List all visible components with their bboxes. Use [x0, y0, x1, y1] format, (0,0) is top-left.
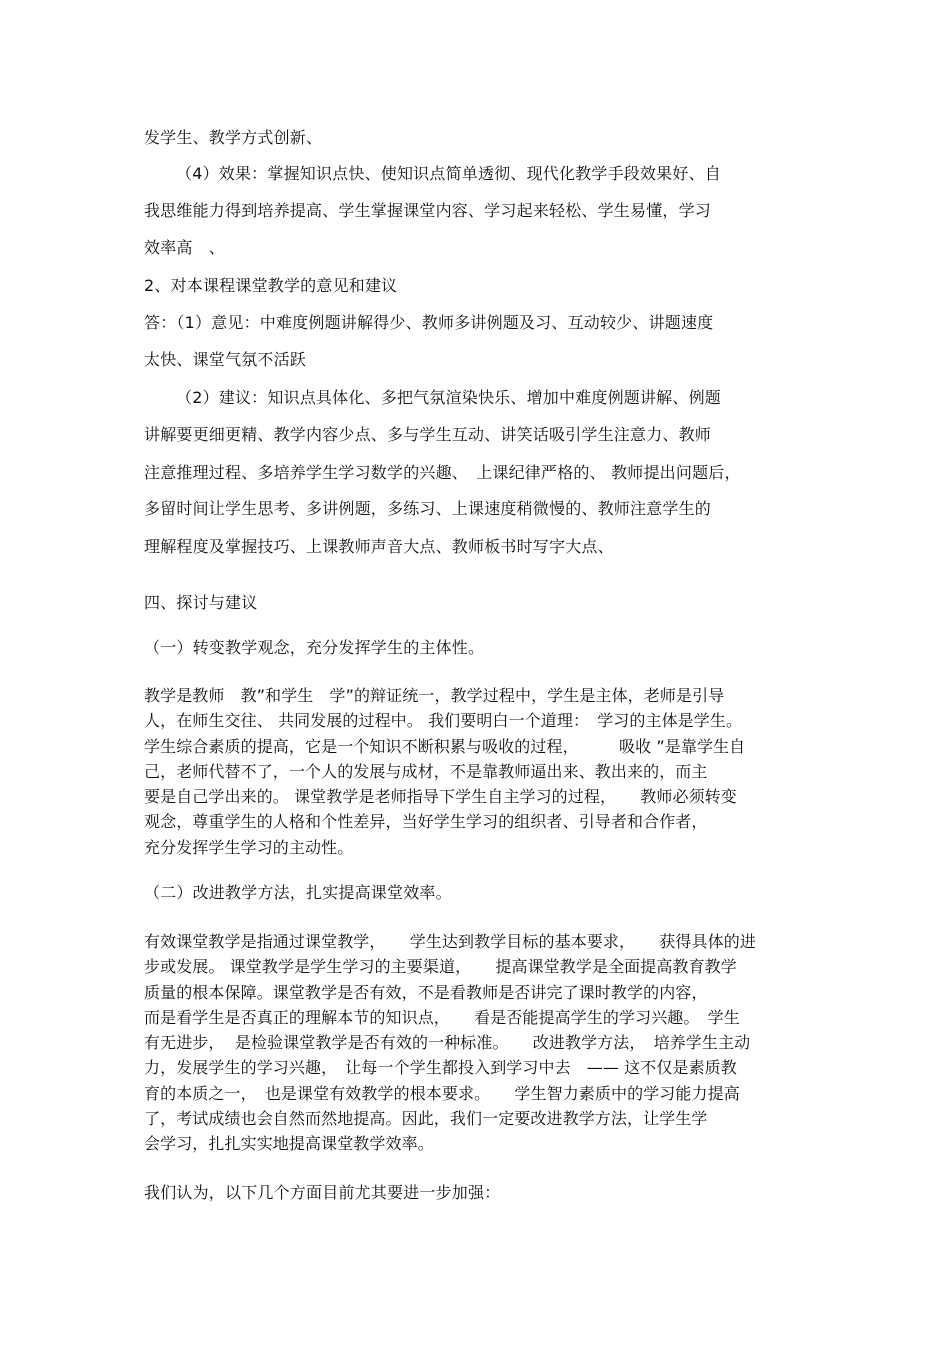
section-heading: 四、探讨与建议: [144, 593, 258, 612]
text-line: 讲解要更细更精、教学内容少点、多与学生互动、讲笑话吸引学生注意力、教师: [144, 425, 712, 444]
text-line: 有无进步， 是检验课堂教学是否有效的一种标准。 改进教学方法， 培养学生主动: [144, 1033, 751, 1052]
subsection-heading: （二）改进教学方法，扎实提高课堂效率。: [144, 883, 452, 902]
text-line: 人，在师生交往、 共同发展的过程中。 我们要明白一个道理： 学习的主体是学生。: [144, 711, 743, 730]
question-heading: 2、对本课程课堂教学的意见和建议: [144, 276, 398, 295]
text-line: 而是看学生是否真正的理解本节的知识点， 看是否能提高学生的学习兴趣。 学生: [144, 1008, 740, 1027]
text-line: 我们认为，以下几个方面目前尤其要进一步加强：: [144, 1183, 501, 1202]
text-line: 发学生、教学方式创新、: [144, 128, 323, 147]
text-line: 会学习，扎扎实实地提高课堂教学效率。: [144, 1134, 434, 1153]
text-line: 观念，尊重学生的人格和个性差异，当好学生学习的组织者、引导者和合作者，: [144, 812, 708, 831]
text-line: （2）建议：知识点具体化、多把气氛渲染快乐、增加中难度例题讲解、例题: [176, 388, 721, 407]
text-line: 答：（1）意见：中难度例题讲解得少、教师多讲例题及习、互动较少、讲题速度: [144, 313, 714, 332]
text-line: 理解程度及掌握技巧、上课教师声音大点、教师板书时写字大点、: [144, 537, 614, 556]
text-line: 效率高 、: [144, 238, 226, 257]
subsection-heading: （一）转变教学观念，充分发挥学生的主体性。: [144, 638, 485, 657]
text-line: 步或发展。 课堂教学是学生学习的主要渠道， 提高课堂教学是全面提高教育教学: [144, 957, 737, 976]
text-line: 质量的根本保障。课堂教学是否有效，不是看教师是否讲完了课时教学的内容，: [144, 983, 708, 1002]
text-line: 太快、课堂气氛不活跃: [144, 350, 307, 369]
text-line: 了，考试成绩也会自然而然地提高。因此，我们一定要改进教学方法，让学生学: [144, 1109, 708, 1128]
text-line: 学生综合素质的提高，它是一个知识不断积累与吸收的过程， 吸收 ”是靠学生自: [144, 737, 746, 756]
text-line: （4）效果：掌握知识点快、使知识点简单透彻、现代化教学手段效果好、自: [176, 164, 721, 183]
text-line: 充分发挥学生学习的主动性。: [144, 838, 354, 857]
text-line: 注意推理过程、多培养学生学习数学的兴趣、 上课纪律严格的、 教师提出问题后，: [144, 463, 741, 482]
text-line: 教学是教师 教”和学生 学”的辩证统一，教学过程中，学生是主体，老师是引导: [144, 686, 725, 705]
text-line: 要是自己学出来的。 课堂教学是老师指导下学生自主学习的过程， 教师必须转变: [144, 787, 737, 806]
text-line: 育的本质之一， 也是课堂有效教学的根本要求。 学生智力素质中的学习能力提高: [144, 1084, 740, 1103]
text-line: 多留时间让学生思考、多讲例题，多练习、上课速度稍微慢的、教师注意学生的: [144, 499, 712, 518]
text-line: 我思维能力得到培养提高、学生掌握课堂内容、学习起来轻松、学生易懂，学习: [144, 201, 712, 220]
text-line: 己，老师代替不了，一个人的发展与成材，不是靠教师逼出来、教出来的，而主: [144, 762, 708, 781]
text-line: 力，发展学生的学习兴趣， 让每一个学生都投入到学习中去 —— 这不仅是素质教: [144, 1058, 737, 1077]
text-line: 有效课堂教学是指通过课堂教学， 学生达到教学目标的基本要求， 获得具体的进: [144, 932, 756, 951]
